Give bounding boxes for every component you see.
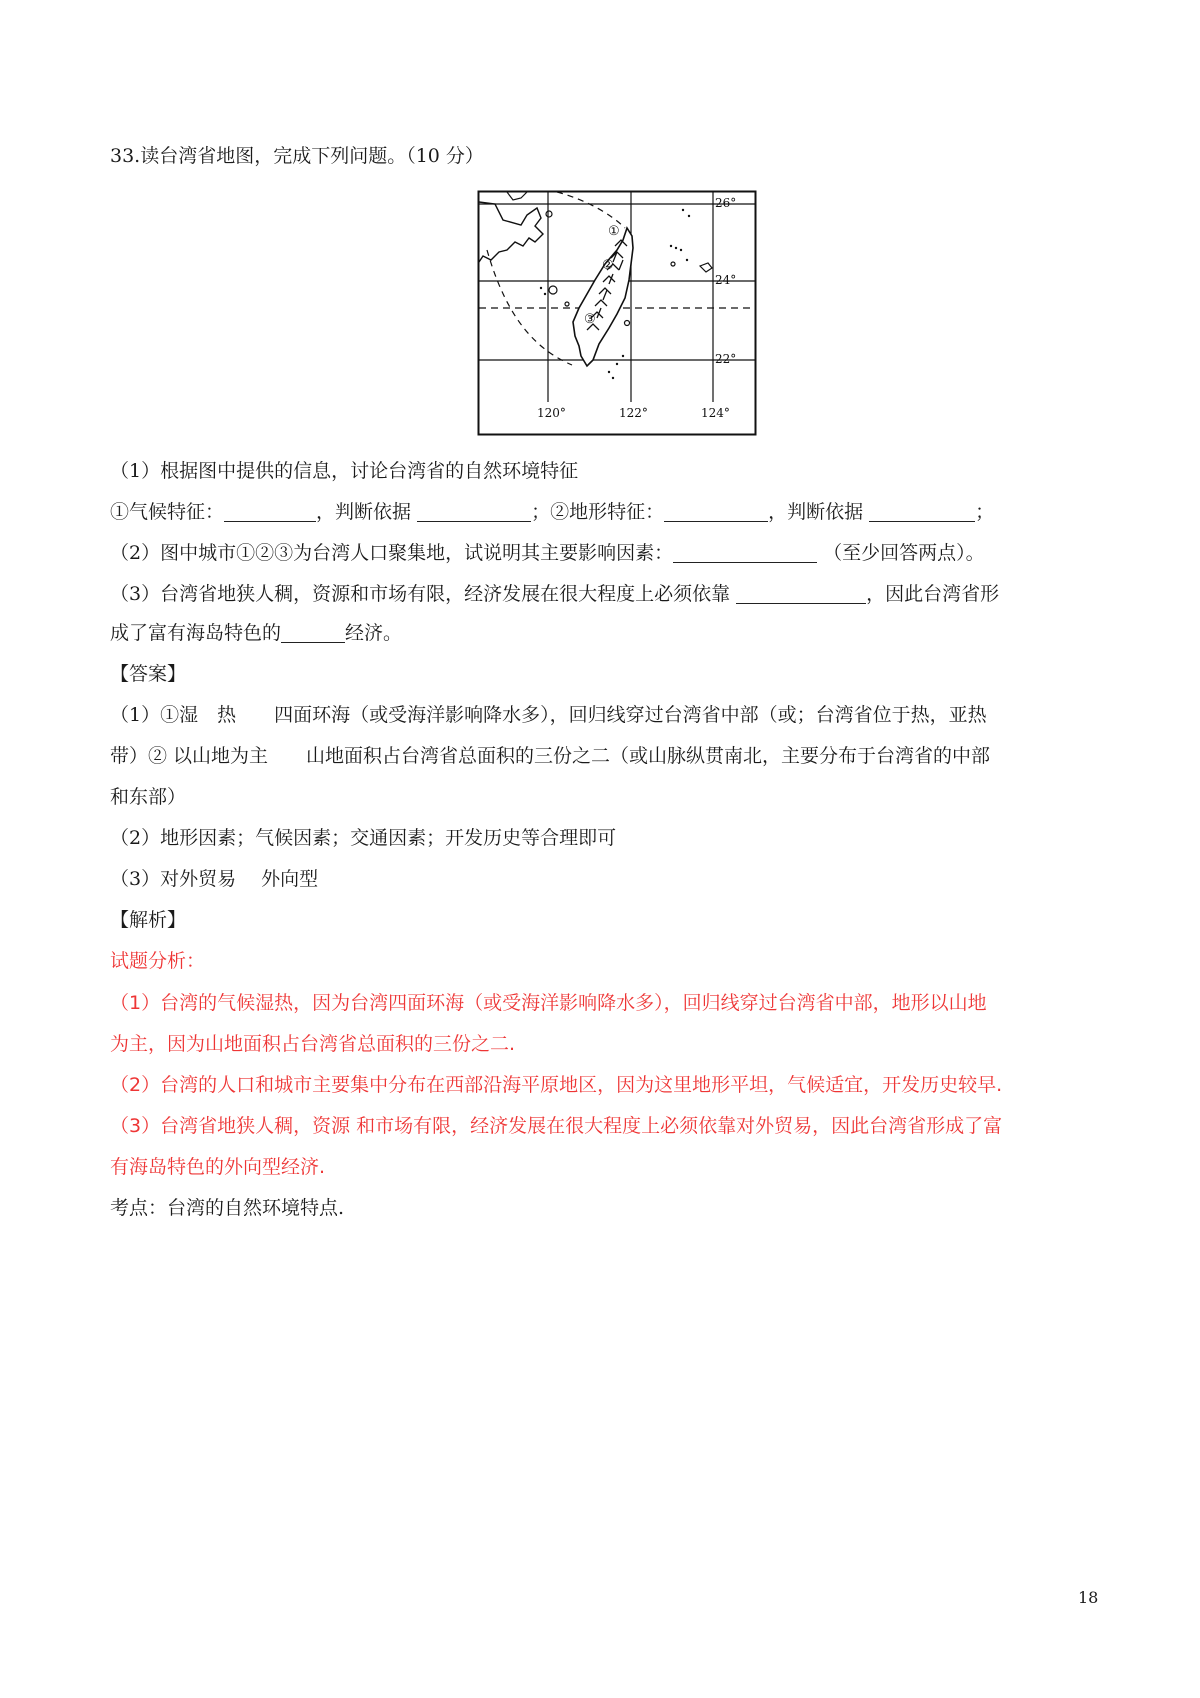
kaodian-line: 考点：台湾的自然环境特点. bbox=[110, 1197, 345, 1219]
part1-fill-line bbox=[110, 499, 1100, 525]
part1-label-basis-2: ，判断依据 bbox=[768, 501, 864, 523]
part3-continue: ，因此台湾省形 bbox=[866, 583, 1000, 605]
lon-label-120: 120° bbox=[537, 406, 566, 420]
answer-blank-factors[interactable] bbox=[673, 542, 817, 563]
answer-line-3: 和东部） bbox=[110, 786, 187, 808]
part3-line-1 bbox=[110, 581, 1100, 607]
answer-line-5: （3）对外贸易 外向型 bbox=[110, 868, 319, 890]
lat-label-22: 22° bbox=[715, 352, 737, 366]
analysis-line-2: 为主，因为山地面积占台湾省总面积的三份之二. bbox=[110, 1033, 516, 1055]
answer-blank-economy-type[interactable] bbox=[281, 622, 345, 643]
answer-blank-climate[interactable] bbox=[224, 501, 316, 522]
answer-line-2: 带）② 以山地为主 山地面积占台湾省总面积的三份之二（或山脉纵贯南北，主要分布于台湾省的中部 bbox=[110, 745, 991, 767]
answer-blank-trade[interactable] bbox=[736, 583, 866, 604]
part3-prompt: （3）台湾省地狭人稠，资源和市场有限，经济发展在很大程度上必须依靠 bbox=[110, 583, 731, 605]
analysis-line-1: （1）台湾的气候湿热，因为台湾四面环海（或受海洋影响降水多），回归线穿过台湾省中部，地形以山地 bbox=[110, 992, 987, 1014]
taiwan-map-figure bbox=[477, 190, 757, 436]
part2-line bbox=[110, 540, 1100, 566]
part3-line-2 bbox=[110, 620, 1100, 646]
part1-label-terrain: ；②地形特征： bbox=[531, 501, 665, 523]
answer-line-1: （1）①湿 热 四面环海（或受海洋影响降水多），回归线穿过台湾省中部（或；台湾省位于热，亚热 bbox=[110, 704, 987, 726]
question-title: 33.读台湾省地图，完成下列问题。（10 分） bbox=[110, 145, 484, 167]
answer-heading: 【答案】 bbox=[110, 663, 187, 685]
page-number: 18 bbox=[1078, 1588, 1099, 1607]
answer-line-4: （2）地形因素；气候因素；交通因素；开发历史等合理即可 bbox=[110, 827, 617, 849]
answer-blank-climate-basis[interactable] bbox=[417, 501, 531, 522]
analysis-heading: 【解析】 bbox=[110, 909, 187, 931]
answer-blank-terrain[interactable] bbox=[664, 501, 768, 522]
analysis-label: 试题分析： bbox=[110, 950, 206, 972]
part2-note: （至少回答两点）。 bbox=[823, 542, 985, 564]
answer-blank-terrain-basis[interactable] bbox=[869, 501, 975, 522]
city-marker-2: ② bbox=[602, 258, 614, 273]
part1-end: ； bbox=[975, 501, 995, 523]
part3-end: 经济。 bbox=[345, 622, 403, 644]
analysis-line-4: （3）台湾省地狭人稠，资源 和市场有限，经济发展在很大程度上必须依靠对外贸易，因此台湾省形成了富 bbox=[110, 1115, 1003, 1137]
city-marker-3: ③ bbox=[584, 312, 596, 327]
part1-label-climate: ①气候特征： bbox=[110, 501, 225, 523]
analysis-line-5: 有海岛特色的外向型经济. bbox=[110, 1156, 326, 1178]
lon-label-122: 122° bbox=[619, 406, 648, 420]
lat-label-24: 24° bbox=[715, 273, 737, 287]
part3-prompt-2: 成了富有海岛特色的 bbox=[110, 622, 282, 644]
part1-prompt: （1）根据图中提供的信息，讨论台湾省的自然环境特征 bbox=[110, 460, 579, 482]
analysis-line-3: （2）台湾的人口和城市主要集中分布在西部沿海平原地区，因为这里地形平坦，气候适宜，开发历史较早. bbox=[110, 1074, 1003, 1096]
part1-label-basis-1: ，判断依据 bbox=[316, 501, 412, 523]
part2-prompt: （2）图中城市①②③为台湾人口聚集地，试说明其主要影响因素： bbox=[110, 542, 674, 564]
lon-label-124: 124° bbox=[701, 406, 730, 420]
taiwan-map bbox=[477, 190, 757, 436]
city-marker-1: ① bbox=[608, 224, 620, 239]
lat-label-26: 26° bbox=[715, 196, 737, 210]
